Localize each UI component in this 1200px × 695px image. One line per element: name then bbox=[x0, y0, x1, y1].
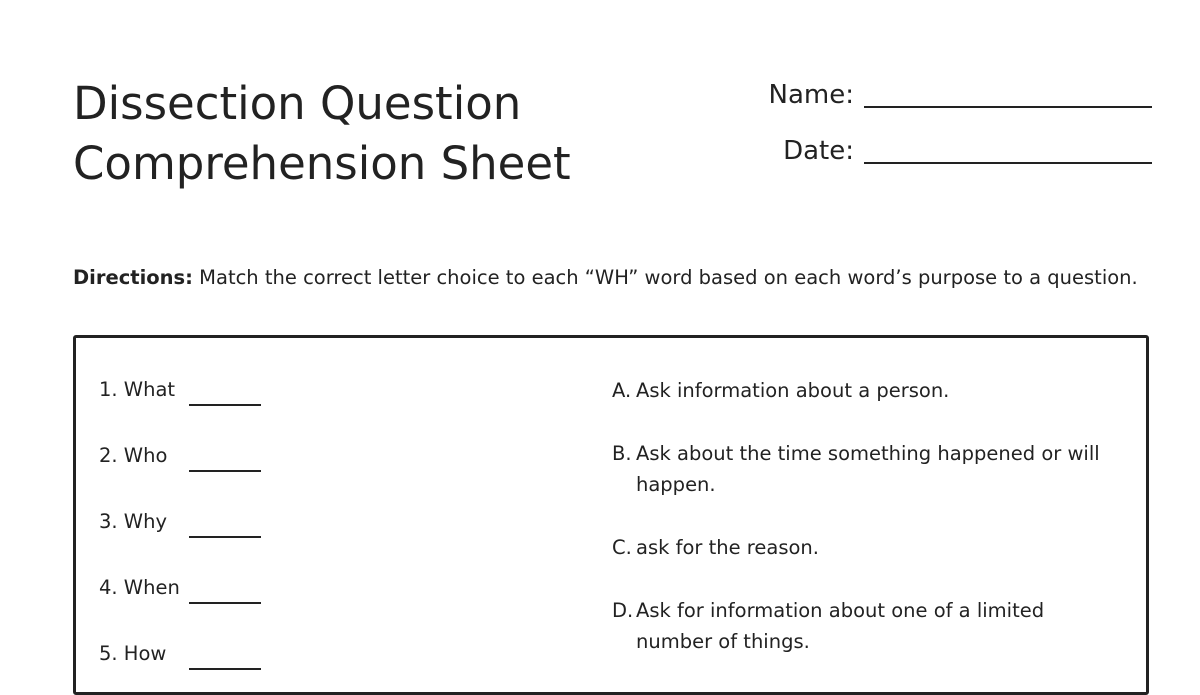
question-item: 1. What bbox=[99, 378, 176, 401]
directions-text: Match the correct letter choice to each “WH” word based on each word’s purpose to a question. bbox=[192, 266, 1138, 289]
question-item: 5. How bbox=[99, 642, 167, 665]
answer-blank[interactable] bbox=[189, 602, 261, 604]
answer-choice bbox=[612, 375, 1112, 406]
directions-label: Directions: bbox=[73, 266, 193, 289]
date-field bbox=[754, 134, 1152, 168]
answer-blank[interactable] bbox=[189, 668, 261, 670]
answer-choice bbox=[612, 532, 1112, 563]
answer-choice bbox=[612, 438, 1112, 500]
question-item: 3. Why bbox=[99, 510, 167, 533]
question-item: 2. Who bbox=[99, 444, 168, 467]
answer-text: ask for the reason. bbox=[636, 536, 819, 559]
answer-letter: A. bbox=[612, 379, 632, 402]
answer-text: Ask information about a person. bbox=[636, 379, 950, 402]
date-blank-line[interactable] bbox=[864, 161, 1152, 164]
page-title bbox=[73, 74, 571, 194]
name-field bbox=[754, 78, 1152, 112]
answer-letter: B. bbox=[612, 442, 632, 465]
question-item: 4. When bbox=[99, 576, 180, 599]
answer-blank[interactable] bbox=[189, 470, 261, 472]
directions bbox=[73, 265, 1138, 291]
answer-letter: C. bbox=[612, 536, 632, 559]
name-blank-line[interactable] bbox=[864, 105, 1152, 108]
answer-text-continued: number of things. bbox=[636, 630, 810, 653]
title-line-1: Dissection Question bbox=[73, 77, 522, 130]
answer-blank[interactable] bbox=[189, 404, 261, 406]
answer-choice bbox=[612, 595, 1112, 657]
answer-blank[interactable] bbox=[189, 536, 261, 538]
title-line-2: Comprehension Sheet bbox=[73, 137, 571, 190]
name-label: Name: bbox=[768, 80, 854, 110]
answer-text: Ask about the time something happened or will bbox=[636, 442, 1100, 465]
answer-text-continued: happen. bbox=[636, 473, 716, 496]
answer-letter: D. bbox=[612, 599, 634, 622]
date-label: Date: bbox=[783, 136, 854, 166]
answer-text: Ask for information about one of a limited bbox=[636, 599, 1045, 622]
